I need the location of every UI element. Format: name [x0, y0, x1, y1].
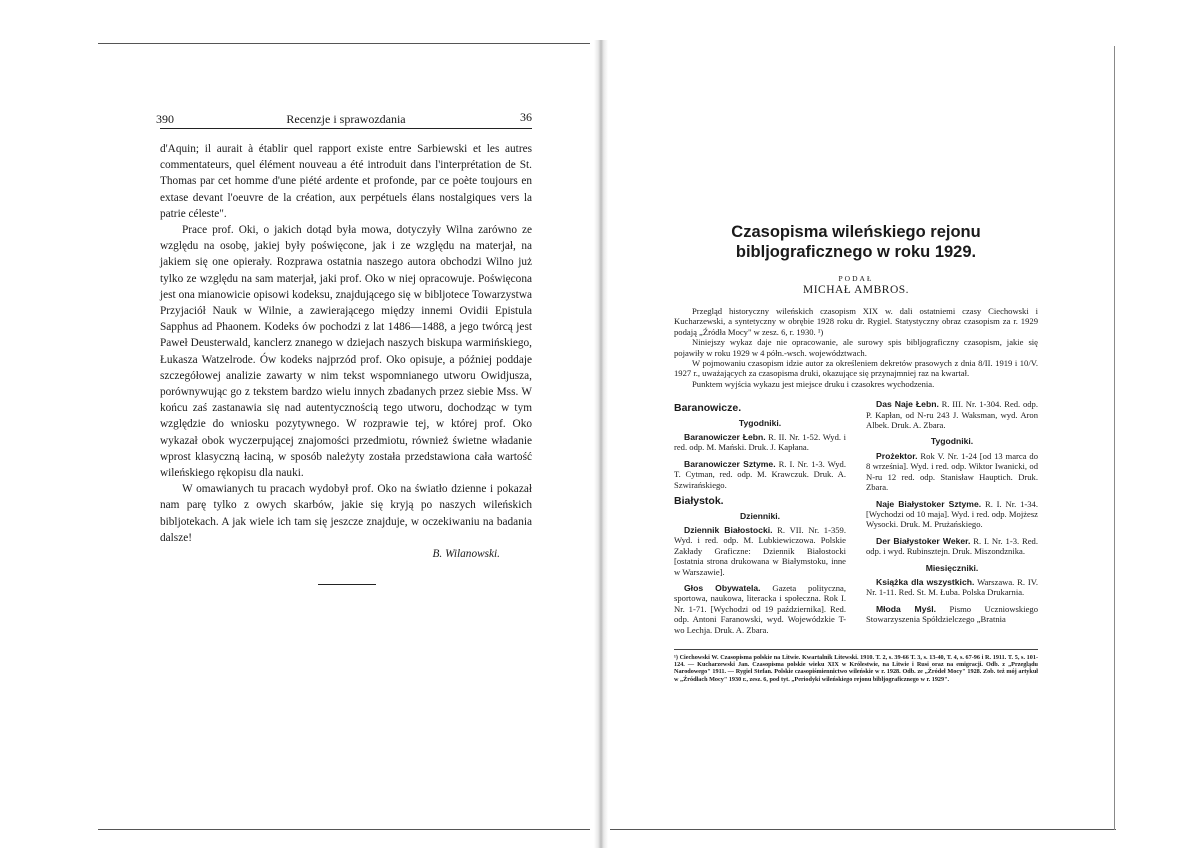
entry-text: R. VII. Nr. 1-359. Wyd. i red. odp. M. Lubkiewiczowa. Polskie Zakłady Graficzne: Dziennik Białostocki [ostatnia strona drukowana w Białymstoku, inne w Warszawie].: [674, 524, 846, 577]
entry-title: Baranowiczer Łebn.: [684, 432, 766, 443]
review-body: [160, 141, 532, 546]
entry-text: Pismo Uczniowskiego Stowarzyszenia Spółdzielczego „Bratnia: [866, 603, 1038, 625]
article-title: [674, 222, 1038, 262]
page-number: 390: [156, 112, 174, 126]
entry-text: R. II. Nr. 1-52. Wyd. i red. odp. M. Mański. Druk. J. Kapłana.: [674, 432, 846, 453]
entry-title: Dziennik Białostocki.: [684, 524, 773, 535]
running-head: [156, 110, 532, 129]
paragraph: Niniejszy wykaz daje nie opracowanie, ale surowy spis bibljograficzny czasopism, jakie się pojawiły w roku 1929 w 4 półn.-wsch. województwach.: [674, 337, 1038, 358]
paragraph: W omawianych tu pracach wydobył prof. Oko na światło dzienne i pokazał nam parę tylko z owych skarbów, jakie się kryją po naszych wileńskich bibljotekach. A jak wiele ich tam się jeszcze znajduje, w oczekiwaniu na badania dalsze!: [160, 483, 532, 544]
paragraph: Przegląd historyczny wileńskich czasopism XIX w. dali ostatniemi czasy Ciechowski i Kucharzewski, a syntetyczny w obrębie 1928 roku dr. Rygiel. Statystyczny obraz czasopism za r. 1929 podają „Źródła Mocy" w zesz. 6, r. 1930. ¹): [674, 306, 1038, 337]
list-item: [866, 499, 1038, 530]
title-line: Czasopisma wileńskiego rejonu: [731, 223, 981, 241]
entry-title: Książka dla wszystkich.: [876, 576, 975, 587]
paragraph: Punktem wyjścia wykazu jest miejsce druku i czasokres wychodzenia.: [692, 378, 935, 389]
list-item: [674, 432, 846, 453]
entry-text: R. I. Nr. 1-3. Red. odp. i wyd. Rubinsztejn. Druk. Miszondznika.: [866, 535, 1038, 557]
entry-text: Gazeta polityczna, sportowa, naukowa, literacka i społeczna. Rok I. Nr. 1-71. [Wychodzi od 19 października]. Red. odp. Antoni Faranowski, wyd. Wojewódzkie T-wo Lechja. Druk. A. Zbara.: [674, 582, 846, 635]
list-item: [866, 577, 1038, 598]
entry-text: Rok V. Nr. 1-24 [od 13 marca do 8 września]. Wyd. i red. odp. Wiktor Iwanicki, od N-ru 12 red. odp. Stanisław Hauptich. Druk. Zbara.: [866, 450, 1038, 493]
list-item: [866, 451, 1038, 493]
entry-text: R. I. Nr. 1-34. [Wychodzi od 10 maja]. Wyd. i red. odp. Mojżesz Wysocki. Druk. M. Prużańskiego.: [866, 498, 1038, 530]
paragraph: d'Aquin; il aurait à établir quel rapport existe entre Sarbiewski et les autres commentateurs, quel élément nouveau a été introduit dans l'interprétation de St. Thomas par cet homme d'une piété ardente et profonde, par ce poète toujours en extase devant l'oeuvre de la création, aux perpétuels élans nostalgiques vers la patrie céleste".: [160, 143, 532, 220]
entry-title: Młoda Myśl.: [876, 603, 937, 614]
list-item: [674, 525, 846, 577]
book-gutter: [594, 40, 608, 848]
entry-title: Głos Obywatela.: [684, 582, 761, 593]
running-head-title: Recenzje i sprawozdania: [286, 112, 406, 126]
list-item: [674, 459, 846, 490]
scan-edge-right: [1114, 46, 1115, 830]
end-rule: [318, 584, 376, 585]
entry-title: Der Białystoker Weker.: [876, 535, 971, 546]
author-name: MICHAŁ AMBROS.: [802, 284, 910, 296]
subsection-heading: Tygodniki.: [738, 417, 782, 428]
entry-text: R. III. Nr. 1-304. Red. odp. P. Kapłan, od N-ru 243 J. Waksman, wyd. Aron Albek. Druk. A. Zbara.: [866, 399, 1038, 431]
subsection-heading: Miesięczniki.: [925, 562, 979, 573]
corner-mark: 36: [520, 110, 532, 124]
listing-columns: [674, 399, 1038, 641]
section-heading: Białystok.: [674, 495, 724, 508]
list-item: [674, 583, 846, 635]
listing-column-left: [674, 399, 846, 641]
entry-title: Das Naje Łebn.: [876, 399, 939, 410]
footnote: ¹) Ciechowski W. Czasopisma polskie na Litwie. Kwartalnik Litewski. 1910. T. 2, s. 39-66 T. 3, s. 13-40, T. 4, s. 67-96 i R. 1911. T. 5, s. 101-124. — Kucharzewski Jan. Czasopisma polskie wieku XIX w Królestwie, na Litwie i Rusi oraz na emigracji. Odb. z „Przeglądu Narodowego" 1911. — Rygiel Stefan. Polskie czasopiśmiennictwo wileńskie w r. 1928. Odb. ze „Źródeł Mocy" 1928. Zob. też mój artykuł w „Źródłach Mocy" 1930 r., zesz. 6, pod tyt. „Periodyki wileńskiego rejonu bibljograficznego w r. 1929".: [674, 649, 1038, 683]
scan-edge-bottom-right: [610, 829, 1116, 830]
paragraph: Prace prof. Oki, o jakich dotąd była mowa, dotyczyły Wilna zarówno ze względu na osobę, jakiej były poświęcone, jak i ze względu na materjał, na jakiem się one opierały. Rozprawa ostatnia naszego autora obchodzi Wilno już tylko ze względu na sam materjał, jaki prof. Oko w niej opracowuje. Poświęcona jest ona mianowicie opisowi kodeksu, znajdującego się w bibljotece Towarzystwa Przyjaciół Nauk w Wilnie, a zawierającego między innemi Ovidii Epistula Sapphus ad Phaonem. Kodeks ów pochodzi z lat 1486—1488, a jego twórcą jest Paweł Deusterwald, kanclerz znanego w dziejach naszych biskupa warmińskiego, Łukasza Watzelrode. Ów kodeks najprzód prof. Oko opisuje, a później poddaje szczegółowej analizie zawarty w nim tekst wspomnianego utworu Owidjusza, porównywując go z tekstem bardzo wielu innych zbadanych przez siebie Mss. W końcu zaś zastanawia się nad autentycznością tego utworu, dochodząc w tym względzie do wniosku pozytywnego. W rozprawie tej, w której prof. Oko wykazał obok wyczerpującej znajomości przedmiotu, również świetne władanie wprost klasyczną łaciną, w sposób należyty została przedstawiona cała wartość wileńskiego rękopisu dla nauki.: [160, 224, 532, 480]
section-heading: Baranowicze.: [674, 402, 742, 415]
entry-text: Warszawa. R. IV. Nr. 1-11. Red. St. M. Łuba. Polska Drukarnia.: [866, 576, 1038, 598]
byline-label: PODAŁ: [838, 274, 874, 283]
list-item: [866, 536, 1038, 557]
intro-text: [674, 306, 1038, 389]
scan-edge-top-left: [98, 43, 590, 44]
scan-edge-bottom-left: [98, 829, 590, 830]
entry-title: Prożektor.: [876, 450, 918, 461]
entry-text: R. I. Nr. 1-3. Wyd. T. Cytman, red. odp. M. Krawczuk. Druk. A. Szwirańskiego.: [674, 458, 846, 490]
list-item: [866, 604, 1038, 625]
signature: B. Wilanowski.: [432, 548, 500, 561]
entry-title: Naje Białystoker Sztyme.: [876, 498, 982, 509]
subsection-heading: Tygodniki.: [930, 436, 974, 447]
subsection-heading: Dzienniki.: [739, 510, 781, 521]
list-item: [866, 399, 1038, 430]
listing-column-right: [866, 399, 1038, 641]
left-page: [156, 110, 532, 585]
entry-title: Baranowiczer Sztyme.: [684, 458, 776, 469]
title-line: bibljograficznego w roku 1929.: [735, 243, 977, 261]
right-page: [674, 222, 1038, 683]
paragraph: W pojmowaniu czasopism idzie autor za określeniem dekretów prasowych z dnia 8/II. 1919 i 10/V. 1927 r., uważających za czasopisma druki, okazujące się przynajmniej raz na kwartał.: [674, 358, 1038, 379]
